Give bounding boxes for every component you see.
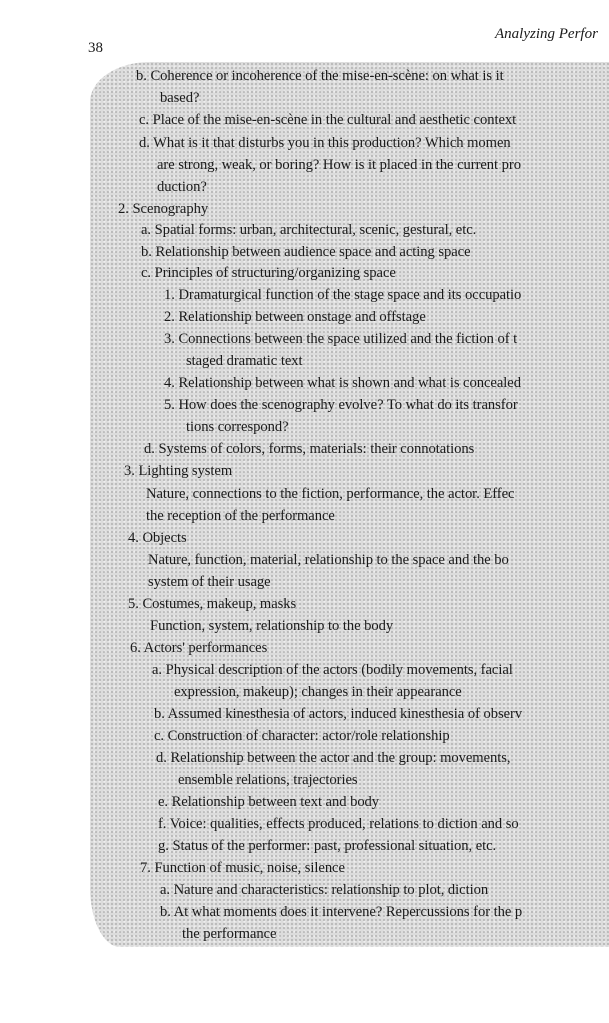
text-line: f. Voice: qualities, effects produced, relations to diction and so xyxy=(158,816,519,832)
text-line: the performance xyxy=(182,926,277,942)
text-line: b. Relationship between audience space and acting space xyxy=(141,244,471,260)
text-line: a. Physical description of the actors (bodily movements, facial xyxy=(152,662,513,678)
text-line: a. Nature and characteristics: relationship to plot, diction xyxy=(160,882,489,898)
text-line: c. Construction of character: actor/role relationship xyxy=(154,728,450,744)
text-line: d. Systems of colors, forms, materials: their connotations xyxy=(144,441,475,457)
text-line: Nature, connections to the fiction, performance, the actor. Effec xyxy=(146,486,515,502)
text-line: a. Spatial forms: urban, architectural, scenic, gestural, etc. xyxy=(141,222,477,238)
text-line: expression, makeup); changes in their appearance xyxy=(174,684,462,700)
text-line: 1. Dramaturgical function of the stage space and its occupatio xyxy=(164,287,522,303)
text-line: the reception of the performance xyxy=(146,508,335,524)
text-line: c. Principles of structuring/organizing space xyxy=(141,265,396,281)
text-line: b. At what moments does it intervene? Repercussions for the p xyxy=(160,904,523,920)
text-line: 4. Objects xyxy=(128,530,187,546)
text-line: system of their usage xyxy=(148,574,271,590)
text-line: g. Status of the performer: past, professional situation, etc. xyxy=(158,838,497,854)
text-line: ensemble relations, trajectories xyxy=(178,772,358,788)
text-line: based? xyxy=(160,90,200,106)
text-line: 7. Function of music, noise, silence xyxy=(140,860,345,876)
text-line: 2. Scenography xyxy=(118,201,209,217)
text-line: Nature, function, material, relationship to the space and the bo xyxy=(148,552,509,568)
text-line: Function, system, relationship to the body xyxy=(150,618,394,634)
text-line: d. What is it that disturbs you in this production? Which momen xyxy=(139,135,511,151)
text-line: staged dramatic text xyxy=(186,353,303,369)
text-line: b. Assumed kinesthesia of actors, induced kinesthesia of observ xyxy=(154,706,523,722)
text-line: 3. Lighting system xyxy=(124,463,233,479)
running-head: Analyzing Perfor xyxy=(495,26,598,42)
text-line: b. Coherence or incoherence of the mise-en-scène: on what is it xyxy=(136,68,504,84)
text-line: duction? xyxy=(157,179,207,195)
text-line: 5. Costumes, makeup, masks xyxy=(128,596,297,612)
text-line: e. Relationship between text and body xyxy=(158,794,380,810)
text-line: d. Relationship between the actor and the group: movements, xyxy=(156,750,511,766)
text-line: c. Place of the mise-en-scène in the cultural and aesthetic context xyxy=(139,112,517,128)
text-line: 3. Connections between the space utilized and the fiction of t xyxy=(164,331,518,347)
text-line: 4. Relationship between what is shown and what is concealed xyxy=(164,375,521,391)
text-line: 5. How does the scenography evolve? To what do its transfor xyxy=(164,397,518,413)
text-line: 6. Actors' performances xyxy=(130,640,268,656)
page-number: 38 xyxy=(88,40,103,56)
text-line: tions correspond? xyxy=(186,419,289,435)
text-line: 2. Relationship between onstage and offstage xyxy=(164,309,426,325)
text-line: are strong, weak, or boring? How is it placed in the current pro xyxy=(157,157,521,173)
